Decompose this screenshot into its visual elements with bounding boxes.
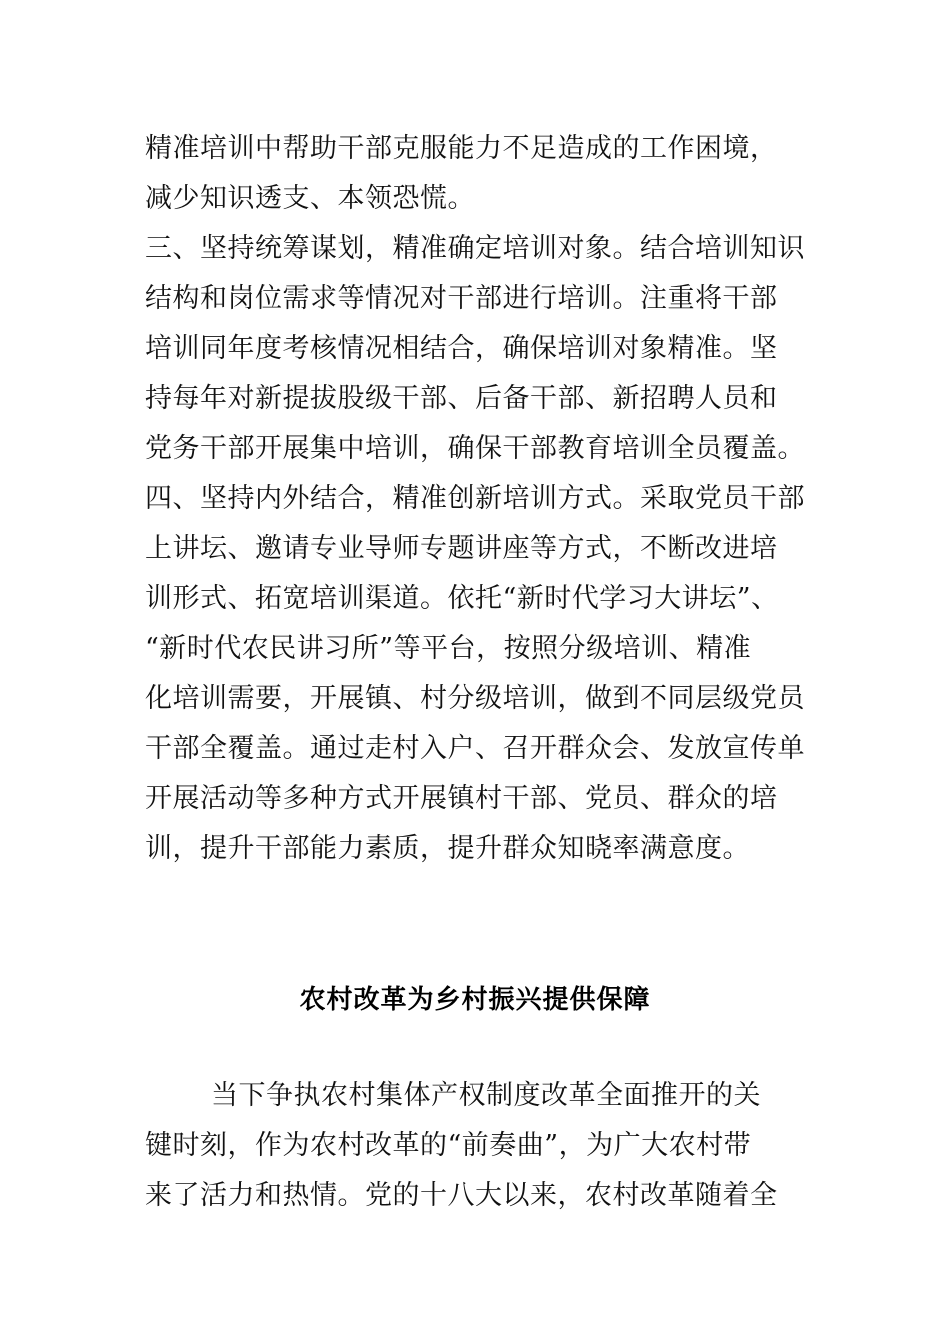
text-line: 训形式、拓宽培训渠道。依托“新时代学习大讲坛”、 bbox=[145, 583, 779, 614]
text-line: 当下争执农村集体产权制度改革全面推开的关 bbox=[211, 1080, 761, 1111]
text-line: 三、坚持统筹谋划，精准确定培训对象。结合培训知识 bbox=[145, 233, 805, 264]
text-line: 键时刻，作为农村改革的“前奏曲”，为广大农村带 bbox=[145, 1130, 752, 1161]
text-line: 化培训需要，开展镇、村分级培训，做到不同层级党员 bbox=[145, 683, 805, 714]
text-line: 培训同年度考核情况相结合，确保培训对象精准。坚 bbox=[145, 333, 778, 364]
text-line: “新时代农民讲习所”等平台，按照分级培训、精准 bbox=[145, 633, 752, 664]
text-line: 四、坚持内外结合，精准创新培训方式。采取党员干部 bbox=[145, 483, 805, 514]
text-line: 精准培训中帮助干部克服能力不足造成的工作困境， bbox=[145, 133, 778, 164]
text-line: 持每年对新提拔股级干部、后备干部、新招聘人员和 bbox=[145, 383, 778, 414]
text-line: 开展活动等多种方式开展镇村干部、党员、群众的培 bbox=[145, 783, 778, 814]
text-line: 来了活力和热情。党的十八大以来，农村改革随着全 bbox=[145, 1180, 778, 1211]
text-line: 减少知识透支、本领恐慌。 bbox=[145, 183, 475, 214]
article-heading: 农村改革为乡村振兴提供保障 bbox=[299, 985, 651, 1015]
text-line: 训，提升干部能力素质，提升群众知晓率满意度。 bbox=[145, 833, 750, 864]
body-text-section-1 bbox=[145, 124, 815, 874]
text-line: 党务干部开展集中培训，确保干部教育培训全员覆盖。 bbox=[145, 433, 805, 464]
text-line: 干部全覆盖。通过走村入户、召开群众会、发放宣传单 bbox=[145, 733, 805, 764]
text-line: 上讲坛、邀请专业导师专题讲座等方式，不断改进培 bbox=[145, 533, 778, 564]
body-text-section-2 bbox=[145, 1071, 815, 1221]
text-line: 结构和岗位需求等情况对干部进行培训。注重将干部 bbox=[145, 283, 778, 314]
